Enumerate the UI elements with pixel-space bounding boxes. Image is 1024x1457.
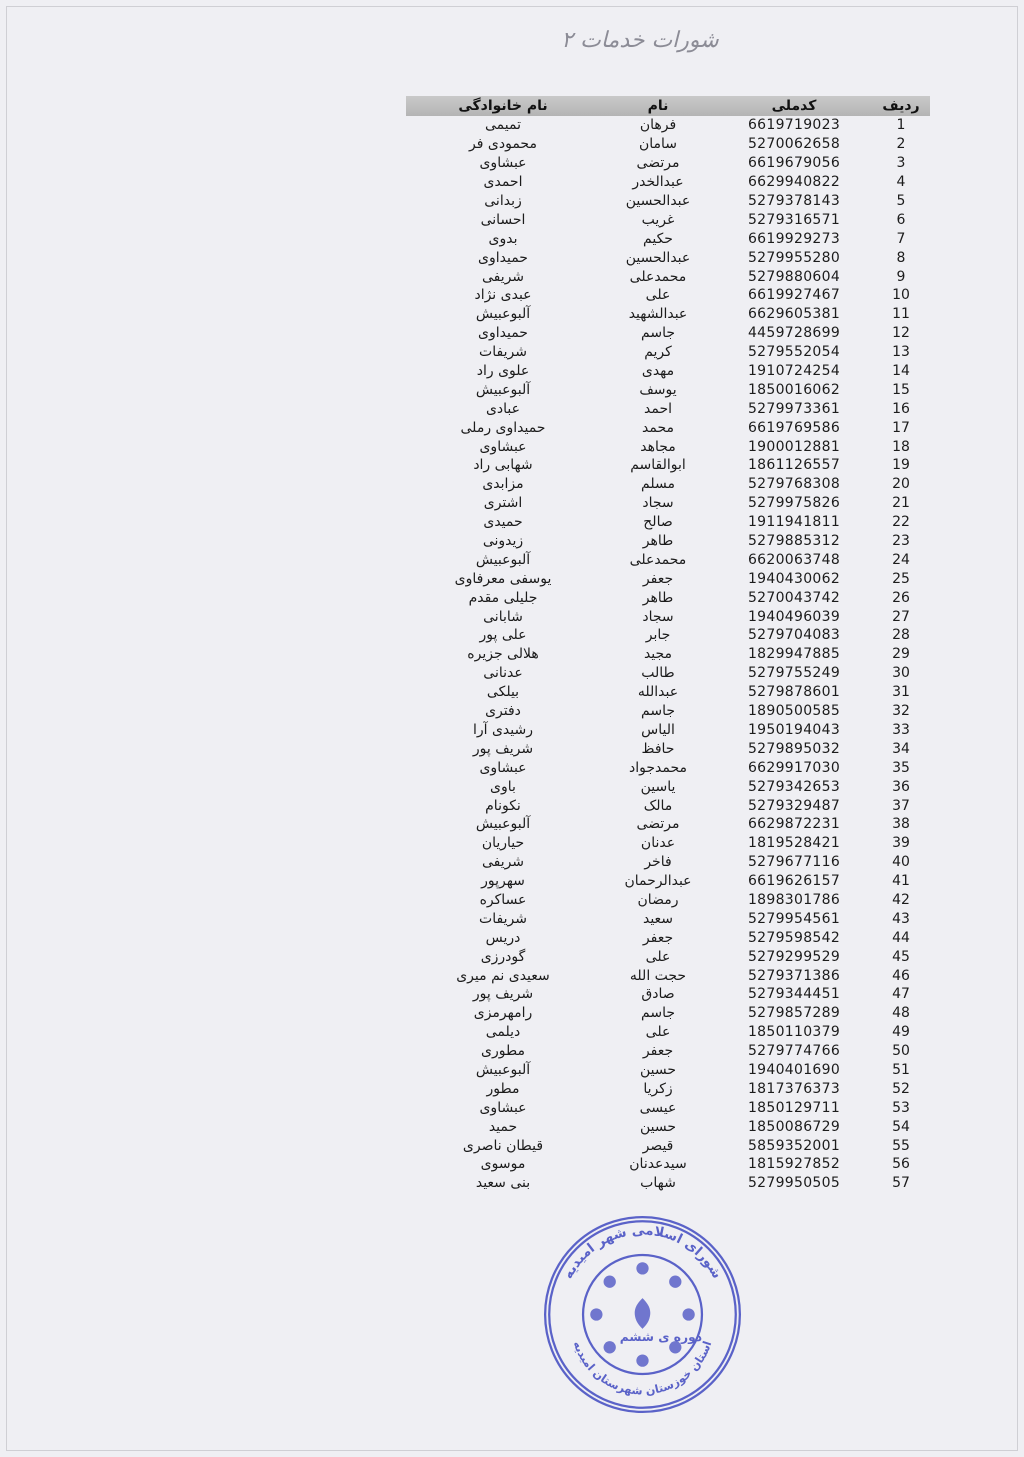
row-number-cell: 17 [892,419,910,436]
national-code-cell: 1817376373 [747,1080,841,1097]
last-name-cell: عبشاوی [479,155,527,172]
table-row [406,777,930,796]
row-number-cell: 23 [892,533,910,550]
national-code-cell: 1850129711 [747,1099,841,1116]
table-row [406,909,930,928]
first-name-cell: حسین [639,1061,677,1078]
first-name-cell: محمد [642,419,674,436]
last-name-cell: آلبوعبیش [475,816,531,833]
first-name-cell: فرهان [639,117,677,134]
table-row [406,1098,930,1117]
first-name-cell: یاسین [640,778,676,795]
national-code-cell: 1819528421 [747,835,841,852]
first-name-cell: طالب [641,665,675,682]
first-name-cell: سامان [638,136,678,153]
row-number-cell: 27 [892,608,910,625]
national-code-cell: 6629917030 [747,759,841,776]
row-number-cell: 13 [892,344,910,361]
last-name-cell: جلیلی مقدم [468,589,538,606]
first-name-cell: سیدعدنان [629,1156,687,1173]
last-name-cell: شریفی [481,854,525,871]
last-name-cell: عبادی [485,400,521,417]
last-name-cell: احمدی [483,174,523,191]
table-row [406,135,930,154]
column-header-national-code: کدملی [771,98,817,114]
first-name-cell: حکیم [643,230,673,247]
national-code-cell: 1829947885 [747,646,841,663]
national-code-cell: 5279857289 [747,1005,841,1022]
table-row [406,1174,930,1193]
first-name-cell: حافظ [641,740,675,757]
first-name-cell: عبدالحسین [625,193,691,209]
row-number-cell: 2 [896,136,906,153]
first-name-cell: عبدالحسین [625,249,691,266]
last-name-cell: مطور [486,1080,520,1097]
row-number-cell: 14 [892,363,910,380]
last-name-cell: شریف پور [472,986,534,1003]
table-row [406,1023,930,1042]
first-name-cell: ابوالقاسم [630,457,686,474]
row-number-cell: 12 [892,325,910,342]
first-name-cell: احمد [644,400,672,417]
row-number-cell: 54 [892,1118,910,1135]
row-number-cell: 28 [892,627,910,644]
table-row [406,229,930,248]
national-code-cell: 1861126557 [747,457,841,474]
last-name-cell: زیدونی [482,533,524,550]
national-code-cell: 5279342653 [747,778,841,795]
table-row [406,154,930,173]
last-name-cell: سهرپور [481,873,525,890]
national-code-cell: 6629872231 [747,816,841,833]
last-name-cell: احسانی [480,211,526,228]
row-number-cell: 30 [892,665,910,682]
row-number-cell: 29 [892,646,910,663]
table-row [406,324,930,343]
first-name-cell: مسلم [641,476,675,493]
row-number-cell: 51 [892,1061,910,1078]
first-name-cell: مهدی [641,363,675,380]
seal-top-text: شورای اسلامی شهر امیدیه [560,1223,725,1282]
national-code-cell: 4459728699 [747,325,841,342]
table-row [406,588,930,607]
national-code-cell: 6619927467 [747,287,841,304]
column-header-first-name: نام [647,98,669,114]
row-number-cell: 15 [892,381,910,398]
row-number-cell: 41 [892,873,910,890]
national-code-cell: 5279677116 [747,854,841,871]
last-name-cell: محمودی فر [469,136,537,153]
table-row [406,456,930,475]
table-row [406,645,930,664]
table-row [406,173,930,192]
row-number-cell: 35 [892,759,910,776]
first-name-cell: محمدعلی [629,551,687,568]
first-name-cell: صالح [643,514,673,531]
table-row [406,494,930,513]
first-name-cell: کریم [644,344,672,361]
national-code-cell: 6619626157 [747,873,841,890]
national-code-cell: 1940430062 [747,570,841,587]
table-row [406,721,930,740]
last-name-cell: موسوی [480,1156,526,1173]
national-code-cell: 6619769586 [747,419,841,436]
row-number-cell: 37 [892,797,910,814]
first-name-cell: جاسم [641,325,675,342]
national-code-cell: 6619719023 [747,117,841,134]
national-code-cell: 6619929273 [747,230,841,247]
last-name-cell: مزابدی [482,476,524,493]
last-name-cell: بیلکی [486,684,520,701]
first-name-cell: مجید [643,646,673,663]
row-number-cell: 34 [892,740,910,757]
first-name-cell: غریب [641,211,675,228]
national-code-cell: 1900012881 [747,438,841,455]
column-header-last-name: نام خانوادگی [458,98,548,114]
last-name-cell: سعیدی نم میری [456,967,550,984]
table-row [406,475,930,494]
last-name-cell: عبشاوی [479,438,527,455]
handwritten-header-note: شورات خدمات ۲ [561,28,719,53]
first-name-cell: شهاب [640,1175,676,1192]
table-row [406,853,930,872]
row-number-cell: 8 [896,249,906,266]
national-code-cell: 1940496039 [747,608,841,625]
last-name-cell: باوی [490,778,516,795]
last-name-cell: گودرزی [480,948,526,965]
last-name-cell: حمیداوی رملی [460,419,546,436]
last-name-cell: علوی راد [476,363,530,380]
table-row [406,418,930,437]
row-number-cell: 48 [892,1005,910,1022]
last-name-cell: بنی سعید [475,1175,531,1192]
last-name-cell: عدنانی [483,665,523,682]
row-number-cell: 3 [896,155,906,172]
table-row [406,513,930,532]
national-code-cell: 1911941811 [747,514,841,531]
row-number-cell: 44 [892,929,910,946]
seal-middle-text: دوره ی ششم [619,1330,703,1345]
last-name-cell: دفتری [485,703,521,720]
row-number-cell: 56 [892,1156,910,1173]
first-name-cell: عبدالشهید [628,306,688,323]
national-code-cell: 1850110379 [747,1024,841,1041]
first-name-cell: سجاد [642,608,674,625]
last-name-cell: شابانی [483,608,523,625]
row-number-cell: 22 [892,514,910,531]
first-name-cell: زکریا [643,1080,673,1097]
first-name-cell: مجاهد [640,438,676,455]
row-number-cell: 24 [892,551,910,568]
table-row [406,872,930,891]
first-name-cell: الیاس [641,721,675,738]
national-code-cell: 1950194043 [747,721,841,738]
last-name-cell: آلبوعبیش [475,1061,531,1078]
national-code-cell: 1910724254 [747,363,841,380]
last-name-cell: مطوری [481,1043,525,1060]
table-row [406,1117,930,1136]
row-number-cell: 5 [896,193,906,209]
first-name-cell: جاسم [641,703,675,720]
table-row [406,928,930,947]
row-number-cell: 26 [892,589,910,606]
council-seal-stamp [540,1212,745,1417]
first-name-cell: طاهر [642,589,674,606]
row-number-cell: 36 [892,778,910,795]
table-row [406,286,930,305]
national-code-cell: 5279344451 [747,986,841,1003]
national-code-cell: 5270062658 [747,136,841,153]
table-row [406,1061,930,1080]
row-number-cell: 4 [896,174,906,191]
table-row [406,362,930,381]
first-name-cell: سعید [642,910,674,927]
table-row [406,664,930,683]
last-name-cell: شریفی [481,268,525,285]
row-number-cell: 42 [892,891,910,908]
row-number-cell: 57 [892,1175,910,1192]
table-row [406,626,930,645]
row-number-cell: 32 [892,703,910,720]
national-code-cell: 5279329487 [747,797,841,814]
last-name-cell: دیلمی [485,1024,521,1041]
first-name-cell: عبدالله [637,684,679,701]
row-number-cell: 45 [892,948,910,965]
table-row [406,966,930,985]
national-code-cell: 5279895032 [747,740,841,757]
first-name-cell: عیسی [639,1099,677,1116]
first-name-cell: محمدعلی [629,268,687,285]
table-row [406,985,930,1004]
last-name-cell: عبدی نژاد [474,287,532,304]
row-number-cell: 6 [896,211,906,228]
table-row [406,702,930,721]
first-name-cell: محمدجواد [629,759,687,776]
last-name-cell: آلبوعبیش [475,381,531,398]
table-row [406,210,930,229]
table-row [406,437,930,456]
row-number-cell: 18 [892,438,910,455]
names-table [406,96,930,1193]
first-name-cell: یوسف [639,381,677,398]
table-row [406,891,930,910]
table-header-row [406,96,930,116]
last-name-cell: زبدانی [484,193,522,209]
national-code-cell: 1815927852 [747,1156,841,1173]
table-row [406,1042,930,1061]
last-name-cell: قیطان ناصری [462,1137,544,1154]
first-name-cell: رمضان [637,891,679,908]
table-row [406,248,930,267]
last-name-cell: شهابی راد [473,457,533,474]
row-number-cell: 10 [892,287,910,304]
first-name-cell: عبدالرحمان [624,873,692,890]
table-row [406,739,930,758]
table-row [406,834,930,853]
row-number-cell: 50 [892,1043,910,1060]
first-name-cell: حسین [639,1118,677,1135]
first-name-cell: عبدالخدر [632,174,684,191]
last-name-cell: اشتری [483,495,523,512]
first-name-cell: جاسم [641,1005,675,1022]
national-code-cell: 6620063748 [747,551,841,568]
table-row [406,1136,930,1155]
national-code-cell: 5859352001 [747,1137,841,1154]
table-row [406,550,930,569]
national-code-cell: 5279950505 [747,1175,841,1192]
last-name-cell: تمیمی [485,117,521,134]
last-name-cell: عبشاوی [479,759,527,776]
national-code-cell: 5279598542 [747,929,841,946]
row-number-cell: 19 [892,457,910,474]
national-code-cell: 1850086729 [747,1118,841,1135]
national-code-cell: 5279880604 [747,268,841,285]
row-number-cell: 53 [892,1099,910,1116]
first-name-cell: فاخر [644,854,672,871]
national-code-cell: 5279878601 [747,684,841,701]
national-code-cell: 6619679056 [747,155,841,172]
national-code-cell: 1940401690 [747,1061,841,1078]
row-number-cell: 46 [892,967,910,984]
national-code-cell: 6629605381 [747,306,841,323]
first-name-cell: صادق [641,986,675,1003]
table-row [406,267,930,286]
table-row [406,1155,930,1174]
national-code-cell: 5279768308 [747,476,841,493]
seal-bottom-text: استان خوزستان شهرستان امیدیه [570,1339,715,1398]
row-number-cell: 9 [896,268,906,285]
first-name-cell: حجت الله [629,967,687,984]
national-code-cell: 5279955280 [747,249,841,266]
table-row [406,815,930,834]
row-number-cell: 33 [892,721,910,738]
last-name-cell: یوسفی معرفاوی [454,570,552,587]
last-name-cell: بدوی [488,230,518,247]
row-number-cell: 40 [892,854,910,871]
first-name-cell: عدنان [640,835,676,852]
row-number-cell: 16 [892,400,910,417]
first-name-cell: قیصر [642,1137,674,1154]
first-name-cell: سجاد [642,495,674,512]
last-name-cell: حمیداوی [478,249,528,266]
national-code-cell: 5279371386 [747,967,841,984]
last-name-cell: علی پور [479,627,527,644]
last-name-cell: شریفات [479,344,527,361]
first-name-cell: علی [645,948,671,965]
row-number-cell: 25 [892,570,910,587]
table-row [406,947,930,966]
first-name-cell: مالک [643,797,673,814]
national-code-cell: 6629940822 [747,174,841,191]
row-number-cell: 20 [892,476,910,493]
national-code-cell: 5279885312 [747,533,841,550]
last-name-cell: هلالی جزیره [467,646,539,663]
row-number-cell: 31 [892,684,910,701]
first-name-cell: جعفر [642,570,674,587]
row-number-cell: 47 [892,986,910,1003]
table-row [406,532,930,551]
first-name-cell: طاهر [642,533,674,550]
last-name-cell: شریفات [479,910,527,927]
national-code-cell: 5279299529 [747,948,841,965]
last-name-cell: آلبوعبیش [475,551,531,568]
last-name-cell: حیاریان [481,835,525,852]
last-name-cell: دریس [485,929,521,946]
row-number-cell: 1 [896,117,906,134]
last-name-cell: رامهرمزی [473,1005,533,1022]
table-row [406,116,930,135]
row-number-cell: 38 [892,816,910,833]
table-row [406,758,930,777]
national-code-cell: 1850016062 [747,381,841,398]
national-code-cell: 5279704083 [747,627,841,644]
row-number-cell: 11 [892,306,910,323]
first-name-cell: جابر [645,627,671,644]
national-code-cell: 5279973361 [747,400,841,417]
last-name-cell: شریف پور [472,740,534,757]
table-row [406,1079,930,1098]
table-row [406,796,930,815]
first-name-cell: مرتضی [636,155,680,172]
first-name-cell: جعفر [642,1043,674,1060]
table-row [406,192,930,211]
row-number-cell: 39 [892,835,910,852]
first-name-cell: مرتضی [636,816,680,833]
row-number-cell: 43 [892,910,910,927]
table-row [406,399,930,418]
last-name-cell: عساکره [479,891,527,908]
national-code-cell: 5279774766 [747,1043,841,1060]
national-code-cell: 5279552054 [747,344,841,361]
last-name-cell: رشیدی آرا [472,721,533,738]
last-name-cell: حمیدی [483,514,523,531]
last-name-cell: حمیداوی [478,325,528,342]
table-row [406,343,930,362]
table-body [406,116,930,1193]
row-number-cell: 52 [892,1080,910,1097]
first-name-cell: علی [645,1024,671,1041]
column-header-row-number: ردیف [882,98,920,114]
table-row [406,305,930,324]
last-name-cell: نکونام [485,797,521,814]
row-number-cell: 55 [892,1137,910,1154]
national-code-cell: 5279975826 [747,495,841,512]
national-code-cell: 5270043742 [747,589,841,606]
first-name-cell: علی [645,287,671,304]
table-row [406,1004,930,1023]
national-code-cell: 5279316571 [747,211,841,228]
row-number-cell: 21 [892,495,910,512]
national-code-cell: 1890500585 [747,703,841,720]
first-name-cell: جعفر [642,929,674,946]
table-row [406,380,930,399]
last-name-cell: حمید [488,1118,518,1135]
national-code-cell: 5279755249 [747,665,841,682]
national-code-cell: 5279954561 [747,910,841,927]
row-number-cell: 49 [892,1024,910,1041]
table-row [406,607,930,626]
national-code-cell: 1898301786 [747,891,841,908]
row-number-cell: 7 [896,230,906,247]
table-row [406,569,930,588]
national-code-cell: 5279378143 [747,193,841,209]
table-row [406,683,930,702]
last-name-cell: آلبوعبیش [475,306,531,323]
last-name-cell: عبشاوی [479,1099,527,1116]
